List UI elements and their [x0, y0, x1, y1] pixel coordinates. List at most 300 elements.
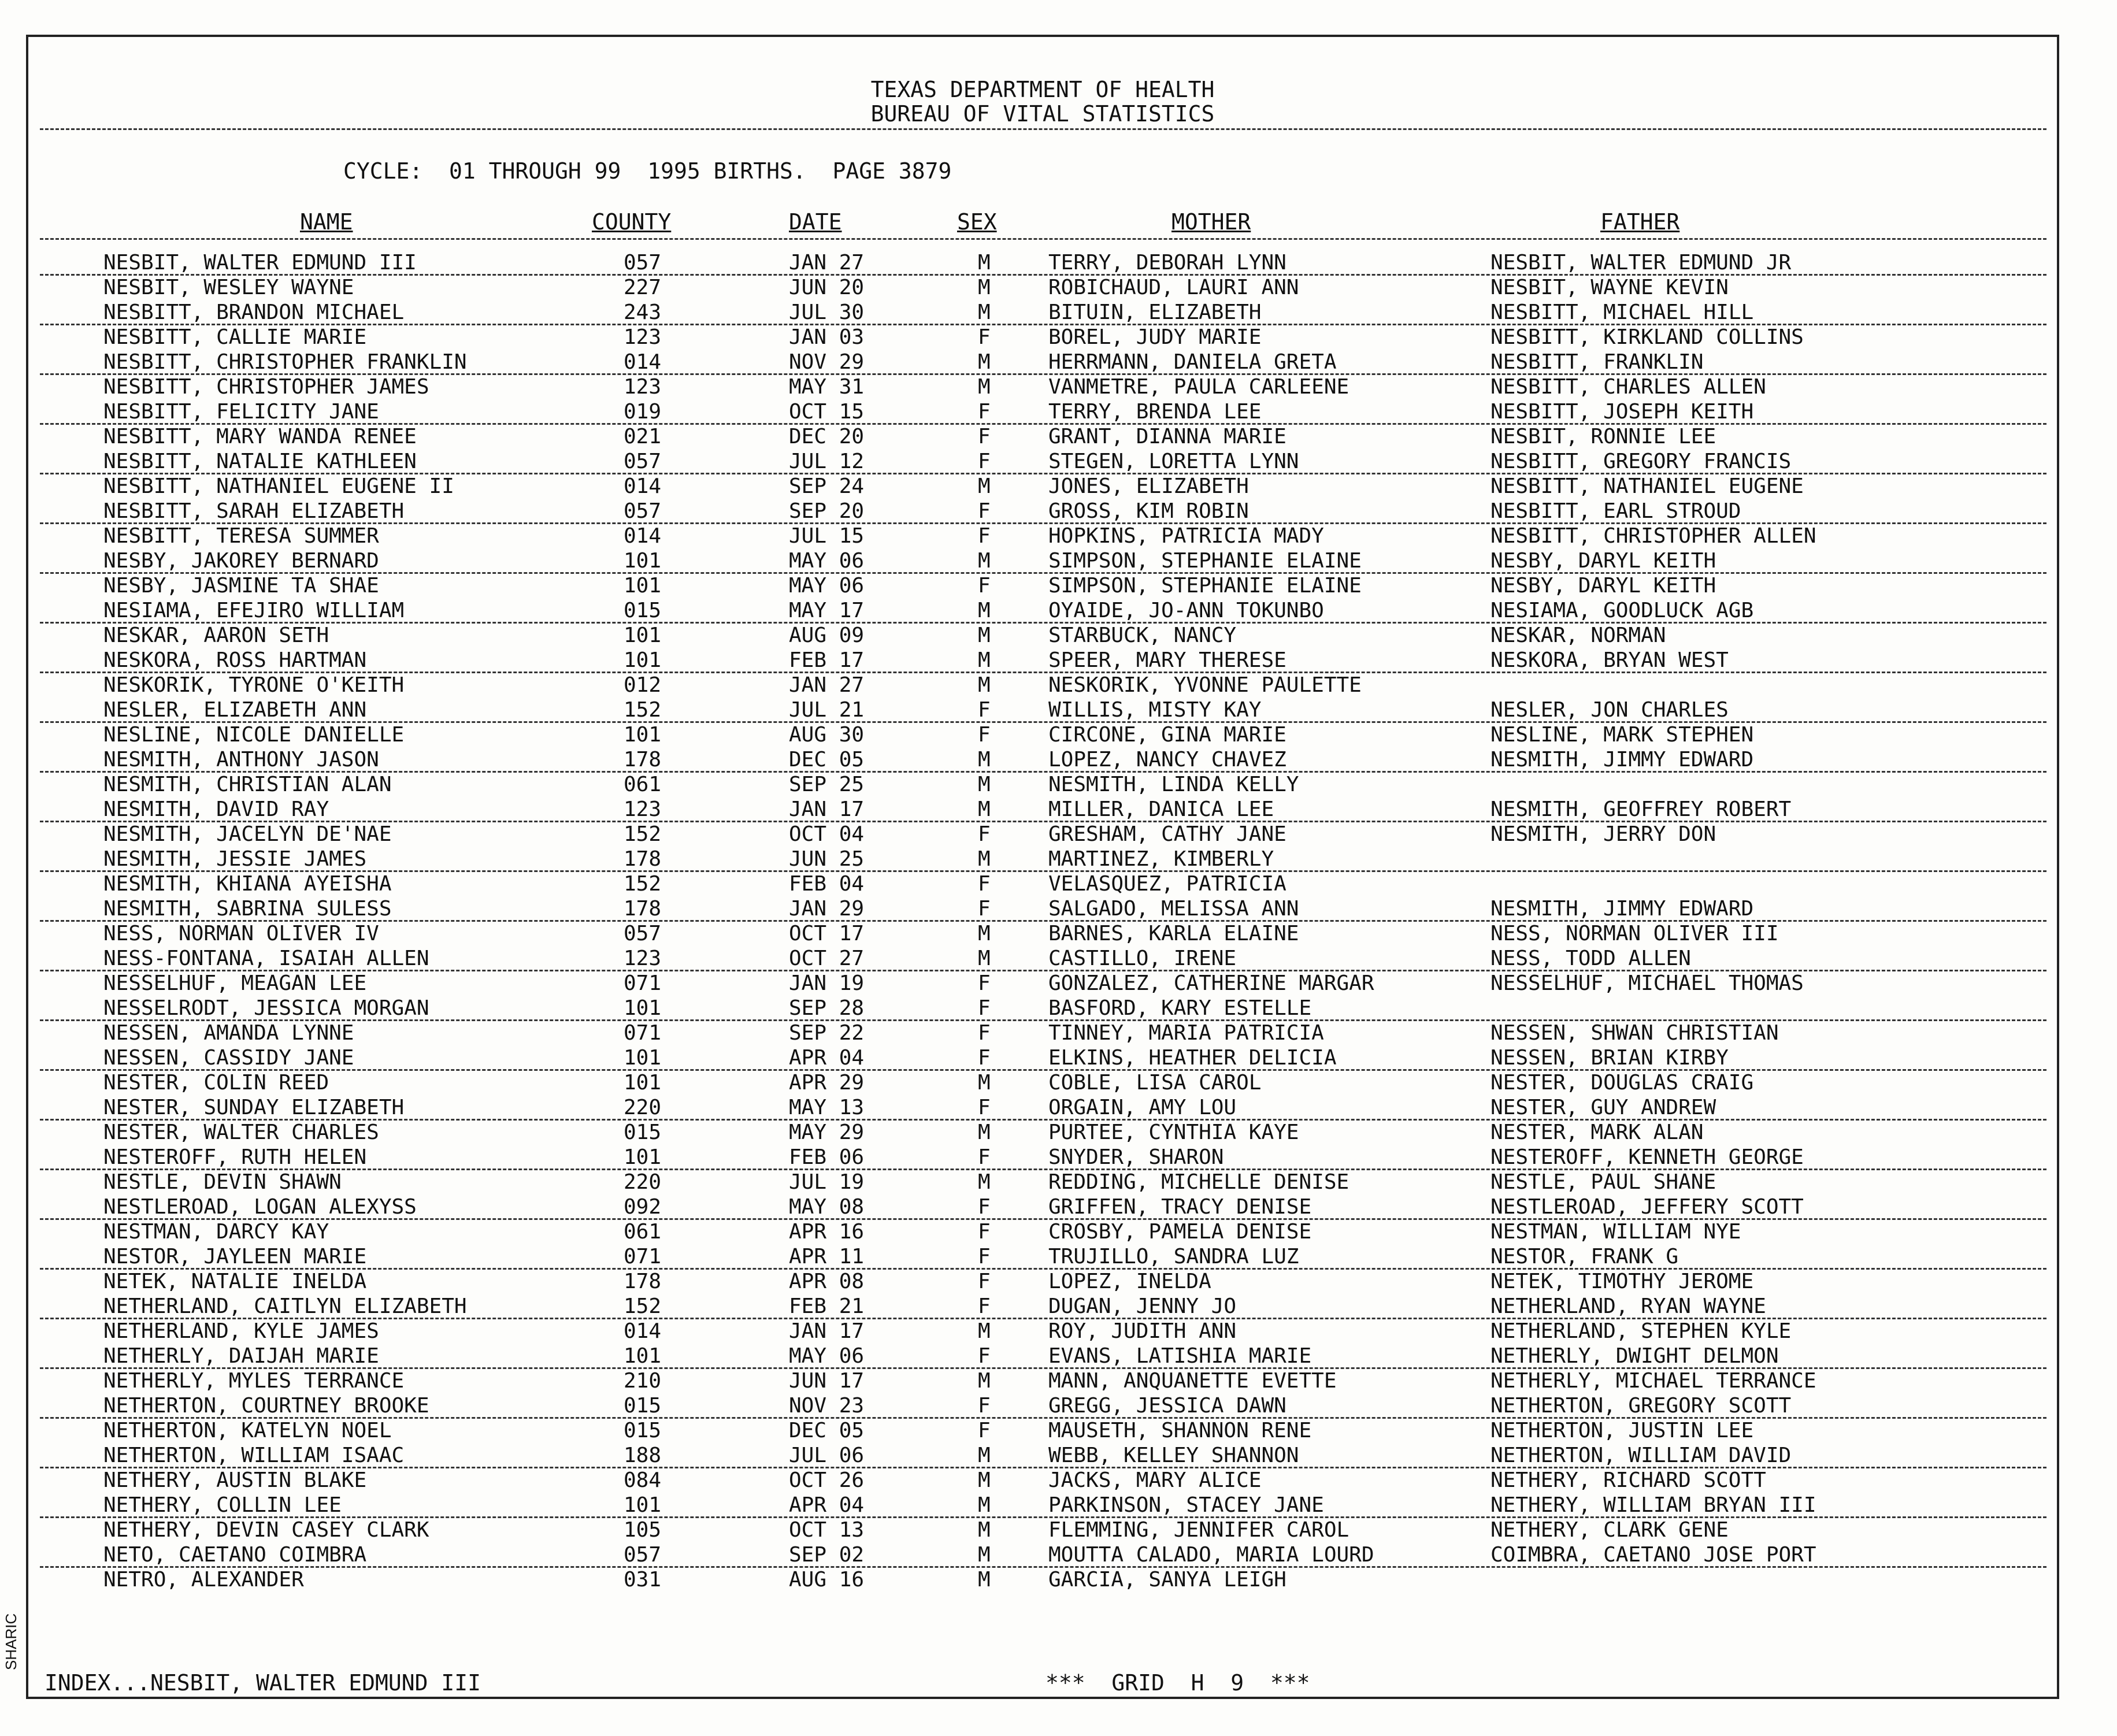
cell-father: NETHERLAND, STEPHEN KYLE	[1491, 1319, 1792, 1343]
cell-father: NESTEROFF, KENNETH GEORGE	[1491, 1145, 1804, 1169]
cell-father: NESBITT, CHARLES ALLEN	[1491, 375, 1766, 399]
cell-name: NETHERLY, DAIJAH MARIE	[103, 1344, 379, 1368]
cell-father: NESMITH, JIMMY EDWARD	[1491, 748, 1754, 771]
cell-mother: GRANT, DIANNA MARIE	[1048, 425, 1286, 448]
cell-father: NESMITH, JERRY DON	[1491, 822, 1716, 846]
cell-sex: M	[978, 1493, 991, 1517]
cell-county: 014	[624, 350, 662, 374]
cell-date: MAY 31	[789, 375, 865, 399]
table-row	[28, 1369, 2057, 1393]
cell-father: NESTER, MARK ALAN	[1491, 1121, 1704, 1144]
cell-sex: F	[978, 1270, 991, 1293]
cell-mother: VELASQUEZ, PATRICIA	[1048, 872, 1286, 896]
cell-sex: M	[978, 1319, 991, 1343]
col-header-father: FATHER	[1600, 209, 1680, 235]
cell-county: 101	[624, 723, 662, 747]
cell-date: SEP 02	[789, 1543, 865, 1567]
table-row	[28, 624, 2057, 648]
cell-sex: F	[978, 897, 991, 921]
cell-mother: STEGEN, LORETTA LYNN	[1048, 450, 1299, 473]
table-row	[28, 1270, 2057, 1294]
cell-date: APR 04	[789, 1493, 865, 1517]
table-row	[28, 723, 2057, 747]
cell-name: NESMITH, SABRINA SULESS	[103, 897, 392, 921]
table-row	[28, 922, 2057, 946]
cell-sex: F	[978, 450, 991, 473]
cell-father: NESIAMA, GOODLUCK AGB	[1491, 599, 1754, 622]
table-row	[28, 325, 2057, 350]
cell-county: 227	[624, 276, 662, 299]
cell-county: 071	[624, 1245, 662, 1268]
cell-name: NESTLEROAD, LOGAN ALEXYSS	[103, 1195, 417, 1219]
cell-sex: M	[978, 947, 991, 970]
cell-father: NESBY, DARYL KEITH	[1491, 549, 1716, 573]
cell-mother: CIRCONE, GINA MARIE	[1048, 723, 1286, 747]
cell-mother: JONES, ELIZABETH	[1048, 474, 1249, 498]
cell-mother: BASFORD, KARY ESTELLE	[1048, 996, 1312, 1020]
table-row	[28, 847, 2057, 871]
cell-date: FEB 04	[789, 872, 865, 896]
table-row	[28, 499, 2057, 524]
cell-date: JUL 30	[789, 301, 865, 324]
cell-date: JUL 19	[789, 1170, 865, 1194]
cell-date: JUL 12	[789, 450, 865, 473]
cell-father: NESBITT, JOSEPH KEITH	[1491, 400, 1754, 424]
table-row	[28, 400, 2057, 424]
cell-father: NESTER, DOUGLAS CRAIG	[1491, 1071, 1754, 1095]
cell-sex: F	[978, 1096, 991, 1119]
cell-date: APR 29	[789, 1071, 865, 1095]
cell-mother: HERRMANN, DANIELA GRETA	[1048, 350, 1337, 374]
cell-date: NOV 29	[789, 350, 865, 374]
cell-mother: STARBUCK, NANCY	[1048, 624, 1237, 647]
cell-county: 152	[624, 872, 662, 896]
cell-sex: M	[978, 648, 991, 672]
cell-date: SEP 22	[789, 1021, 865, 1045]
cell-name: NESSELRODT, JESSICA MORGAN	[103, 996, 429, 1020]
cell-father: NESS, NORMAN OLIVER III	[1491, 922, 1779, 945]
cell-county: 178	[624, 897, 662, 921]
cell-county: 015	[624, 1419, 662, 1442]
cell-county: 071	[624, 1021, 662, 1045]
cell-father: NETHERLY, MICHAEL TERRANCE	[1491, 1369, 1816, 1393]
cell-date: OCT 15	[789, 400, 865, 424]
cell-sex: M	[978, 797, 991, 821]
cell-name: NESBITT, CHRISTOPHER FRANKLIN	[103, 350, 467, 374]
col-header-date: DATE	[789, 209, 842, 235]
cell-father: NESBITT, CHRISTOPHER ALLEN	[1491, 524, 1816, 548]
cell-date: APR 04	[789, 1046, 865, 1070]
table-row	[28, 251, 2057, 275]
cell-father: NESTLEROAD, JEFFERY SCOTT	[1491, 1195, 1804, 1219]
cell-father: NESS, TODD ALLEN	[1491, 947, 1691, 970]
cell-county: 061	[624, 1220, 662, 1244]
cell-date: DEC 05	[789, 748, 865, 771]
cell-county: 092	[624, 1195, 662, 1219]
cell-father: NESTER, GUY ANDREW	[1491, 1096, 1716, 1119]
cell-mother: PARKINSON, STACEY JANE	[1048, 1493, 1324, 1517]
cell-date: JAN 29	[789, 897, 865, 921]
cell-date: JUN 20	[789, 276, 865, 299]
cell-date: MAY 06	[789, 549, 865, 573]
table-row	[28, 748, 2057, 772]
col-header-name: NAME	[300, 209, 353, 235]
cell-name: NETHERY, COLLIN LEE	[103, 1493, 342, 1517]
cell-name: NESTEROFF, RUTH HELEN	[103, 1145, 367, 1169]
cell-father: NETEK, TIMOTHY JEROME	[1491, 1270, 1754, 1293]
cell-date: MAY 17	[789, 599, 865, 622]
cell-mother: GARCIA, SANYA LEIGH	[1048, 1568, 1286, 1592]
cell-father: NESSELHUF, MICHAEL THOMAS	[1491, 971, 1804, 995]
cell-date: FEB 21	[789, 1294, 865, 1318]
cell-county: 057	[624, 1543, 662, 1567]
table-row	[28, 947, 2057, 971]
cell-name: NESBITT, BRANDON MICHAEL	[103, 301, 405, 324]
cell-county: 152	[624, 822, 662, 846]
cell-mother: TRUJILLO, SANDRA LUZ	[1048, 1245, 1299, 1268]
cell-county: 123	[624, 375, 662, 399]
cell-father: NETHERY, CLARK GENE	[1491, 1518, 1729, 1542]
cell-date: AUG 16	[789, 1568, 865, 1592]
header-divider-top	[40, 128, 2046, 130]
table-row	[28, 301, 2057, 325]
cell-mother: MAUSETH, SHANNON RENE	[1048, 1419, 1312, 1442]
cell-mother: VANMETRE, PAULA CARLEENE	[1048, 375, 1349, 399]
cell-county: 014	[624, 1319, 662, 1343]
cell-name: NETHERTON, KATELYN NOEL	[103, 1419, 392, 1442]
cell-father: COIMBRA, CAETANO JOSE PORT	[1491, 1543, 1816, 1567]
cell-county: 012	[624, 673, 662, 697]
cell-name: NETEK, NATALIE INELDA	[103, 1270, 367, 1293]
cell-county: 015	[624, 1394, 662, 1418]
cell-name: NESKORA, ROSS HARTMAN	[103, 648, 367, 672]
cell-sex: M	[978, 624, 991, 647]
cell-sex: F	[978, 698, 991, 722]
cell-date: JUL 21	[789, 698, 865, 722]
cell-mother: SIMPSON, STEPHANIE ELAINE	[1048, 549, 1362, 573]
table-row	[28, 276, 2057, 300]
cell-date: SEP 25	[789, 773, 865, 796]
cell-sex: M	[978, 375, 991, 399]
document-frame	[26, 35, 2059, 1699]
cell-county: 101	[624, 1046, 662, 1070]
cell-name: NESSEN, CASSIDY JANE	[103, 1046, 354, 1070]
cell-mother: NESKORIK, YVONNE PAULETTE	[1048, 673, 1362, 697]
cell-father: NESBIT, RONNIE LEE	[1491, 425, 1716, 448]
table-row	[28, 1394, 2057, 1418]
table-row	[28, 897, 2057, 921]
cell-county: 243	[624, 301, 662, 324]
cell-father: NESSEN, SHWAN CHRISTIAN	[1491, 1021, 1779, 1045]
cell-name: NETHERTON, COURTNEY BROOKE	[103, 1394, 429, 1418]
cell-name: NESTLE, DEVIN SHAWN	[103, 1170, 342, 1194]
cell-name: NESMITH, DAVID RAY	[103, 797, 329, 821]
cell-name: NESBIT, WESLEY WAYNE	[103, 276, 354, 299]
cell-mother: SPEER, MARY THERESE	[1048, 648, 1286, 672]
cell-mother: SALGADO, MELISSA ANN	[1048, 897, 1299, 921]
cell-county: 057	[624, 499, 662, 523]
table-row	[28, 797, 2057, 822]
cell-sex: F	[978, 574, 991, 598]
table-row	[28, 1170, 2057, 1195]
cell-sex: M	[978, 1543, 991, 1567]
cell-mother: MARTINEZ, KIMBERLY	[1048, 847, 1274, 871]
cell-name: NESSEN, AMANDA LYNNE	[103, 1021, 354, 1045]
footer-grid: *** GRID H 9 ***	[1045, 1670, 1310, 1696]
table-row	[28, 1096, 2057, 1120]
cell-county: 123	[624, 947, 662, 970]
cell-mother: FLEMMING, JENNIFER CAROL	[1048, 1518, 1349, 1542]
cell-date: JAN 19	[789, 971, 865, 995]
cell-name: NESMITH, CHRISTIAN ALAN	[103, 773, 392, 796]
cell-date: OCT 17	[789, 922, 865, 945]
cell-county: 057	[624, 922, 662, 945]
table-row	[28, 1344, 2057, 1368]
cell-date: DEC 20	[789, 425, 865, 448]
table-row	[28, 1294, 2057, 1319]
cell-name: NESKAR, AARON SETH	[103, 624, 329, 647]
table-row	[28, 1419, 2057, 1443]
cell-sex: M	[978, 301, 991, 324]
col-header-county: COUNTY	[592, 209, 672, 235]
cell-date: JAN 17	[789, 797, 865, 821]
cell-county: 057	[624, 450, 662, 473]
cell-date: JAN 27	[789, 673, 865, 697]
table-row	[28, 1468, 2057, 1493]
cell-county: 152	[624, 698, 662, 722]
cell-date: JUN 17	[789, 1369, 865, 1393]
cell-county: 031	[624, 1568, 662, 1592]
cell-county: 105	[624, 1518, 662, 1542]
cell-date: MAY 29	[789, 1121, 865, 1144]
cell-county: 101	[624, 1344, 662, 1368]
cell-name: NETHERY, DEVIN CASEY CLARK	[103, 1518, 429, 1542]
cell-sex: F	[978, 723, 991, 747]
table-row	[28, 673, 2057, 698]
cell-sex: M	[978, 673, 991, 697]
cell-name: NESBITT, FELICITY JANE	[103, 400, 379, 424]
cell-name: NESSELHUF, MEAGAN LEE	[103, 971, 367, 995]
cell-county: 021	[624, 425, 662, 448]
cell-county: 101	[624, 574, 662, 598]
cell-name: NESTER, SUNDAY ELIZABETH	[103, 1096, 405, 1119]
cell-sex: M	[978, 350, 991, 374]
cell-name: NESIAMA, EFEJIRO WILLIAM	[103, 599, 405, 622]
cell-father: NESBY, DARYL KEITH	[1491, 574, 1716, 598]
side-label: SHARIC	[2, 1613, 20, 1670]
cell-sex: F	[978, 325, 991, 349]
cell-name: NESBITT, NATHANIEL EUGENE II	[103, 474, 454, 498]
cell-county: 188	[624, 1444, 662, 1467]
cell-mother: ROBICHAUD, LAURI ANN	[1048, 276, 1299, 299]
cell-sex: F	[978, 1394, 991, 1418]
cell-mother: LOPEZ, NANCY CHAVEZ	[1048, 748, 1286, 771]
table-row	[28, 1021, 2057, 1045]
cell-name: NESBY, JAKOREY BERNARD	[103, 549, 379, 573]
cell-mother: GONZALEZ, CATHERINE MARGAR	[1048, 971, 1374, 995]
cell-sex: M	[978, 474, 991, 498]
cell-sex: F	[978, 1419, 991, 1442]
cell-father: NESBITT, GREGORY FRANCIS	[1491, 450, 1792, 473]
cell-sex: F	[978, 971, 991, 995]
cell-county: 014	[624, 474, 662, 498]
cell-name: NESLINE, NICOLE DANIELLE	[103, 723, 405, 747]
cell-name: NESBITT, CHRISTOPHER JAMES	[103, 375, 429, 399]
cell-county: 220	[624, 1170, 662, 1194]
cell-name: NESBITT, MARY WANDA RENEE	[103, 425, 417, 448]
cell-sex: M	[978, 1568, 991, 1592]
cell-county: 152	[624, 1294, 662, 1318]
cell-mother: PURTEE, CYNTHIA KAYE	[1048, 1121, 1299, 1144]
cell-sex: M	[978, 549, 991, 573]
cell-mother: OYAIDE, JO-ANN TOKUNBO	[1048, 599, 1324, 622]
cell-date: FEB 06	[789, 1145, 865, 1169]
cell-mother: HOPKINS, PATRICIA MADY	[1048, 524, 1324, 548]
cell-mother: NESMITH, LINDA KELLY	[1048, 773, 1299, 796]
cell-name: NETHERLAND, CAITLYN ELIZABETH	[103, 1294, 467, 1318]
cell-sex: M	[978, 922, 991, 945]
table-row	[28, 1071, 2057, 1095]
cell-father: NESKAR, NORMAN	[1491, 624, 1666, 647]
cell-date: APR 11	[789, 1245, 865, 1268]
cell-mother: BOREL, JUDY MARIE	[1048, 325, 1262, 349]
cell-county: 178	[624, 1270, 662, 1293]
table-row	[28, 574, 2057, 598]
cell-sex: M	[978, 1071, 991, 1095]
cell-date: AUG 09	[789, 624, 865, 647]
cell-county: 101	[624, 1145, 662, 1169]
cell-county: 101	[624, 1493, 662, 1517]
cell-sex: F	[978, 524, 991, 548]
table-row	[28, 1518, 2057, 1542]
cell-mother: GROSS, KIM ROBIN	[1048, 499, 1249, 523]
cell-sex: M	[978, 748, 991, 771]
cell-father: NESBITT, NATHANIEL EUGENE	[1491, 474, 1804, 498]
cell-sex: F	[978, 996, 991, 1020]
cell-sex: M	[978, 1518, 991, 1542]
cell-date: APR 08	[789, 1270, 865, 1293]
cell-county: 178	[624, 847, 662, 871]
cell-father: NETHERY, RICHARD SCOTT	[1491, 1468, 1766, 1492]
cell-father: NESBITT, FRANKLIN	[1491, 350, 1704, 374]
cell-mother: MOUTTA CALADO, MARIA LOURD	[1048, 1543, 1374, 1567]
table-row	[28, 1568, 2057, 1592]
cell-sex: F	[978, 1145, 991, 1169]
cell-sex: M	[978, 1444, 991, 1467]
cell-father: NESTMAN, WILLIAM NYE	[1491, 1220, 1741, 1244]
cell-name: NESKORIK, TYRONE O'KEITH	[103, 673, 405, 697]
cell-name: NETHERLY, MYLES TERRANCE	[103, 1369, 405, 1393]
cell-mother: MILLER, DANICA LEE	[1048, 797, 1274, 821]
cell-father: NETHERTON, GREGORY SCOTT	[1491, 1394, 1792, 1418]
cell-name: NESMITH, JACELYN DE'NAE	[103, 822, 392, 846]
table-row	[28, 524, 2057, 548]
cell-name: NESBITT, NATALIE KATHLEEN	[103, 450, 417, 473]
cell-date: MAY 06	[789, 1344, 865, 1368]
table-row	[28, 1220, 2057, 1244]
cell-date: OCT 26	[789, 1468, 865, 1492]
cell-sex: F	[978, 1021, 991, 1045]
cell-sex: F	[978, 1046, 991, 1070]
cell-sex: M	[978, 1468, 991, 1492]
cell-date: MAY 06	[789, 574, 865, 598]
table-row	[28, 474, 2057, 499]
cell-father: NETHERTON, WILLIAM DAVID	[1491, 1444, 1792, 1467]
cell-father: NESTOR, FRANK G	[1491, 1245, 1679, 1268]
cell-name: NESBIT, WALTER EDMUND III	[103, 251, 417, 275]
cell-name: NESMITH, ANTHONY JASON	[103, 748, 379, 771]
cell-date: JUN 25	[789, 847, 865, 871]
cell-mother: WEBB, KELLEY SHANNON	[1048, 1444, 1299, 1467]
cycle-line: CYCLE: 01 THROUGH 99 1995 BIRTHS. PAGE 3879	[343, 158, 952, 184]
cell-county: 220	[624, 1096, 662, 1119]
cell-county: 019	[624, 400, 662, 424]
cell-date: SEP 20	[789, 499, 865, 523]
cell-name: NESLER, ELIZABETH ANN	[103, 698, 367, 722]
table-row	[28, 1493, 2057, 1518]
cell-date: JUL 06	[789, 1444, 865, 1467]
cell-father: NESSEN, BRIAN KIRBY	[1491, 1046, 1729, 1070]
table-row	[28, 698, 2057, 722]
cell-mother: ELKINS, HEATHER DELICIA	[1048, 1046, 1337, 1070]
cell-sex: M	[978, 1170, 991, 1194]
cell-county: 071	[624, 971, 662, 995]
table-row	[28, 425, 2057, 449]
cell-county: 101	[624, 624, 662, 647]
cell-mother: EVANS, LATISHIA MARIE	[1048, 1344, 1312, 1368]
cell-county: 057	[624, 251, 662, 275]
cell-mother: GREGG, JESSICA DAWN	[1048, 1394, 1286, 1418]
cell-county: 101	[624, 648, 662, 672]
cell-father: NETHERTON, JUSTIN LEE	[1491, 1419, 1754, 1442]
table-row	[28, 996, 2057, 1021]
col-header-mother: MOTHER	[1171, 209, 1251, 235]
cell-date: OCT 13	[789, 1518, 865, 1542]
table-row	[28, 549, 2057, 573]
cell-name: NETO, CAETANO COIMBRA	[103, 1543, 367, 1567]
cell-name: NETRO, ALEXANDER	[103, 1568, 304, 1592]
cell-date: OCT 04	[789, 822, 865, 846]
table-row	[28, 1195, 2057, 1219]
cell-sex: F	[978, 400, 991, 424]
table-row	[28, 822, 2057, 847]
cell-county: 084	[624, 1468, 662, 1492]
cell-father: NESBITT, MICHAEL HILL	[1491, 301, 1754, 324]
table-row	[28, 599, 2057, 623]
cell-name: NESS-FONTANA, ISAIAH ALLEN	[103, 947, 429, 970]
cell-name: NESTMAN, DARCY KAY	[103, 1220, 329, 1244]
cell-name: NESMITH, KHIANA AYEISHA	[103, 872, 392, 896]
cell-sex: M	[978, 847, 991, 871]
cell-county: 014	[624, 524, 662, 548]
table-row	[28, 1046, 2057, 1070]
cell-date: AUG 30	[789, 723, 865, 747]
table-row	[28, 350, 2057, 374]
cell-sex: F	[978, 1195, 991, 1219]
cell-date: OCT 27	[789, 947, 865, 970]
cell-county: 123	[624, 325, 662, 349]
cell-name: NETHERTON, WILLIAM ISAAC	[103, 1444, 405, 1467]
cell-father: NESLER, JON CHARLES	[1491, 698, 1729, 722]
cell-mother: REDDING, MICHELLE DENISE	[1048, 1170, 1349, 1194]
cell-sex: F	[978, 1245, 991, 1268]
table-row	[28, 773, 2057, 797]
cell-name: NESBITT, TERESA SUMMER	[103, 524, 379, 548]
cell-mother: DUGAN, JENNY JO	[1048, 1294, 1237, 1318]
header-line-2: BUREAU OF VITAL STATISTICS	[870, 101, 1215, 127]
table-row	[28, 1145, 2057, 1170]
cell-date: SEP 24	[789, 474, 865, 498]
